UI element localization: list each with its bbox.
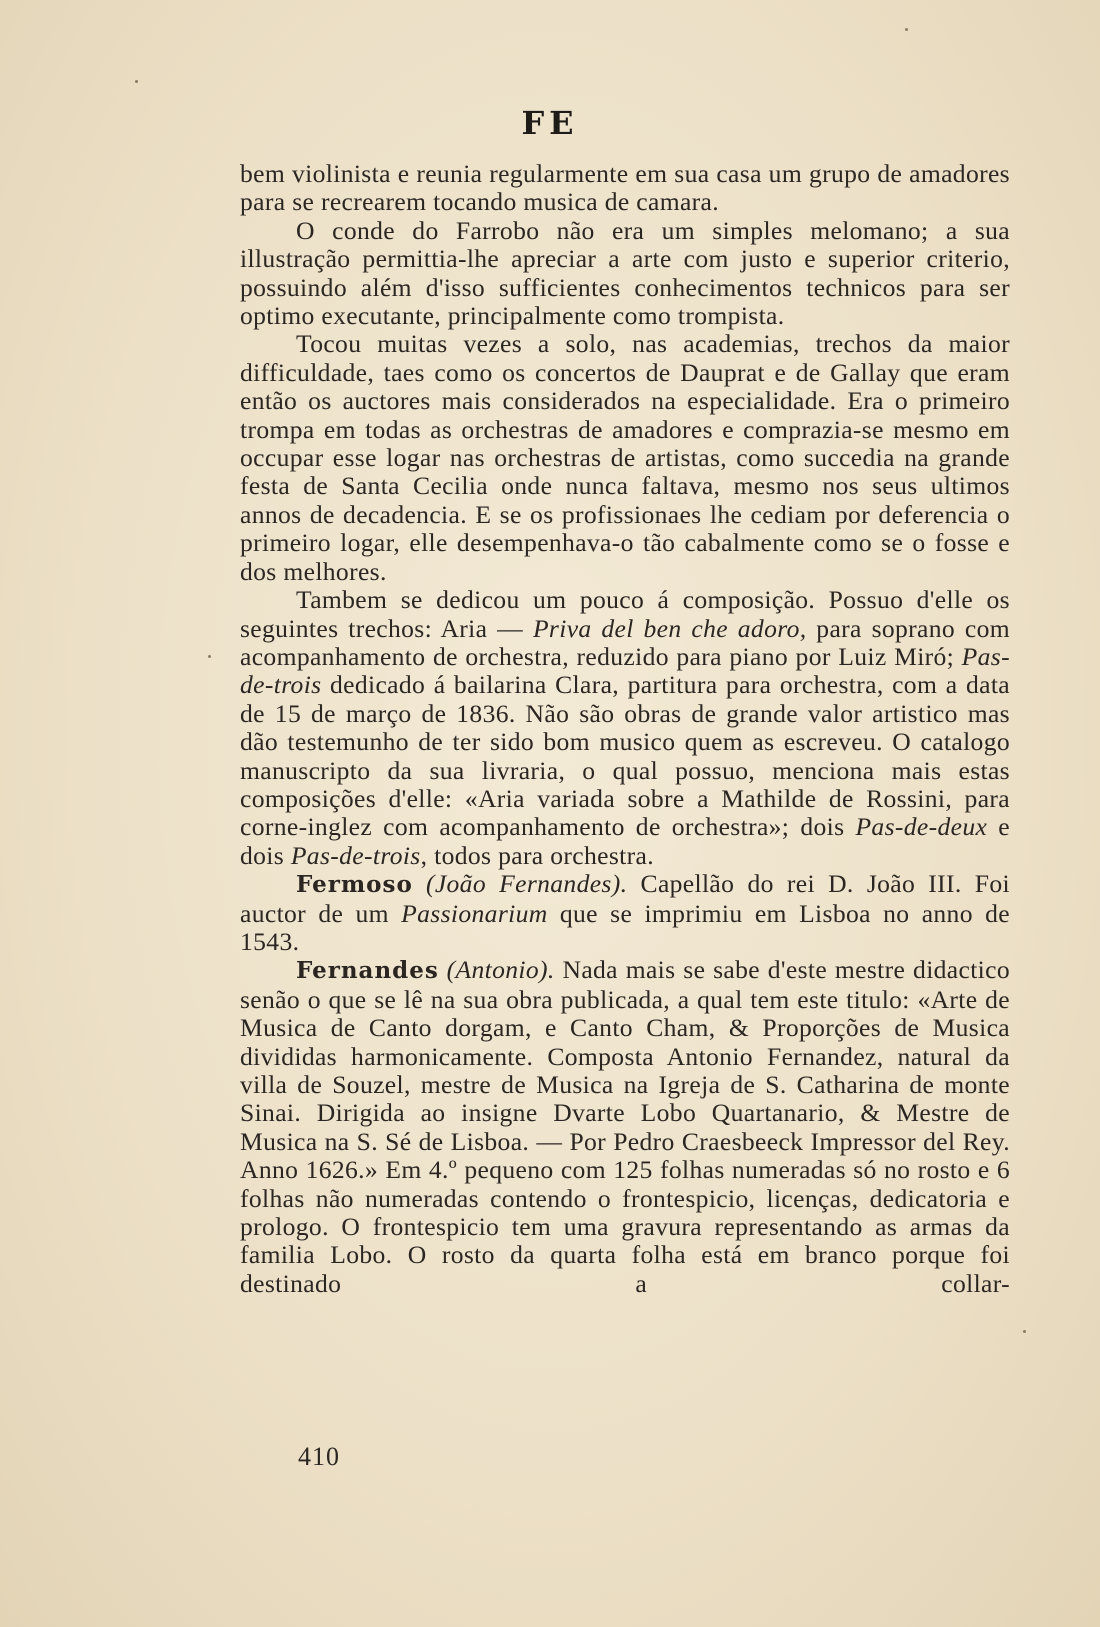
text-run: bem violinista e reunia regularmente em sua casa um grupo de amadores para se recrearem tocando musica de camara. xyxy=(240,159,1010,217)
text-run: O conde do Farrobo não era um simples melomano; a sua illustração permittia-lhe apreciar a arte com justo e superior criterio, possuindo além d'isso sufficientes conhecimentos technicos para ser optimo executante, principalmente como trompista. xyxy=(240,215,1010,331)
italic-text: Pas-de-trois xyxy=(290,840,421,870)
text-run: Tambem se dedicou um pouco á composição. Possuo d'elle os seguintes trechos: Aria — xyxy=(240,585,1010,643)
entry-heading: Fermoso xyxy=(296,871,413,899)
italic-text: Pas-de-trois xyxy=(240,641,1010,700)
paragraph xyxy=(240,330,1010,586)
italic-text: (João Fernandes). xyxy=(425,869,628,899)
text-run: , todos para orchestra. xyxy=(420,840,654,870)
text-run: dedicado á bailarina Clara, partitura para orchestra, com a data de 15 de março de 1836. Não são obras de grande valor artistico mas dão testemunho de ter sido bom musico quem as escreveu. O catalogo manuscripto da sua livraria, o qual possuo, menciona mais estas composições d'elle: «Aria variada sobre a Mathilde de Rossini, para corne-inglez com acompanhamento de orchestra»; dois xyxy=(240,670,1010,842)
paragraph xyxy=(240,870,1010,956)
text-run: Tocou muitas vezes a solo, nas academias, trechos da maior difficuldade, taes como os concertos de Dauprat e de Gallay que eram então os auctores mais considerados na especialidade. Era o primeiro trompa em todas as orchestras de amadores e comprazia-se mesmo em occupar esse logar nas orchestras de artistas, como succedia na grande festa de Santa Cecilia onde nunca faltava, mesmo nos seus ultimos annos de decadencia. E se os profissionaes lhe cediam por deferencia o primeiro logar, elle desempenhava-o tão cabalmente como se o fosse e dos melhores. xyxy=(240,329,1010,586)
paper-speck xyxy=(135,80,138,83)
text-run: que se imprimiu em Lisboa no anno de 1543. xyxy=(240,898,1010,956)
page-number: 410 xyxy=(298,1442,340,1471)
entry-heading: Fernandes xyxy=(296,957,439,985)
text-run: Nada mais se sabe d'este mestre didactico senão o que se lê na sua obra publicada, a qual tem este titulo: «Arte de Musica de Canto dorgam, e Canto Cham, & Proporções de Musica divididas harmonicamente. Composta Antonio Fernandez, natural da villa de Souzel, mestre de Musica na Igreja de S. Catharina de monte Sinai. Dirigida ao insigne Dvarte Lobo Quartanario, & Mestre de Musica na S. Sé de Lisboa. — Por Pedro Craesbeeck Impressor del Rey. Anno 1626.» Em 4.º pequeno com 125 folhas numeradas só no rosto e 6 folhas não numeradas contendo o frontespicio, licenças, dedicatoria e prologo. O frontespicio tem uma gravura representando as armas da familia Lobo. O rosto da quarta folha está em branco porque foi destinado a collar- xyxy=(240,955,1010,1298)
paragraph xyxy=(240,160,1010,217)
paper-speck xyxy=(208,655,211,658)
text-run xyxy=(439,955,447,984)
italic-text: Passionarium xyxy=(401,898,548,928)
running-header: FE xyxy=(521,104,579,142)
text-run: para soprano com acompanhamento de orchestra, reduzido para piano por Luiz Miró; xyxy=(240,613,1010,671)
text-run: e dois xyxy=(240,812,1010,870)
text-run: Capellão do rei D. João III. Foi auctor de um xyxy=(240,869,1011,928)
paper-speck xyxy=(1023,1330,1026,1333)
body-text xyxy=(240,160,1010,1298)
paragraph xyxy=(240,217,1010,331)
text-run xyxy=(413,869,426,898)
italic-text: Priva del ben che adoro, xyxy=(532,613,807,643)
paper-speck xyxy=(905,28,908,31)
paragraph xyxy=(240,956,1010,1298)
paragraph xyxy=(240,586,1010,870)
italic-text: (Antonio). xyxy=(446,955,555,985)
italic-text: Pas-de-deux xyxy=(855,812,988,842)
